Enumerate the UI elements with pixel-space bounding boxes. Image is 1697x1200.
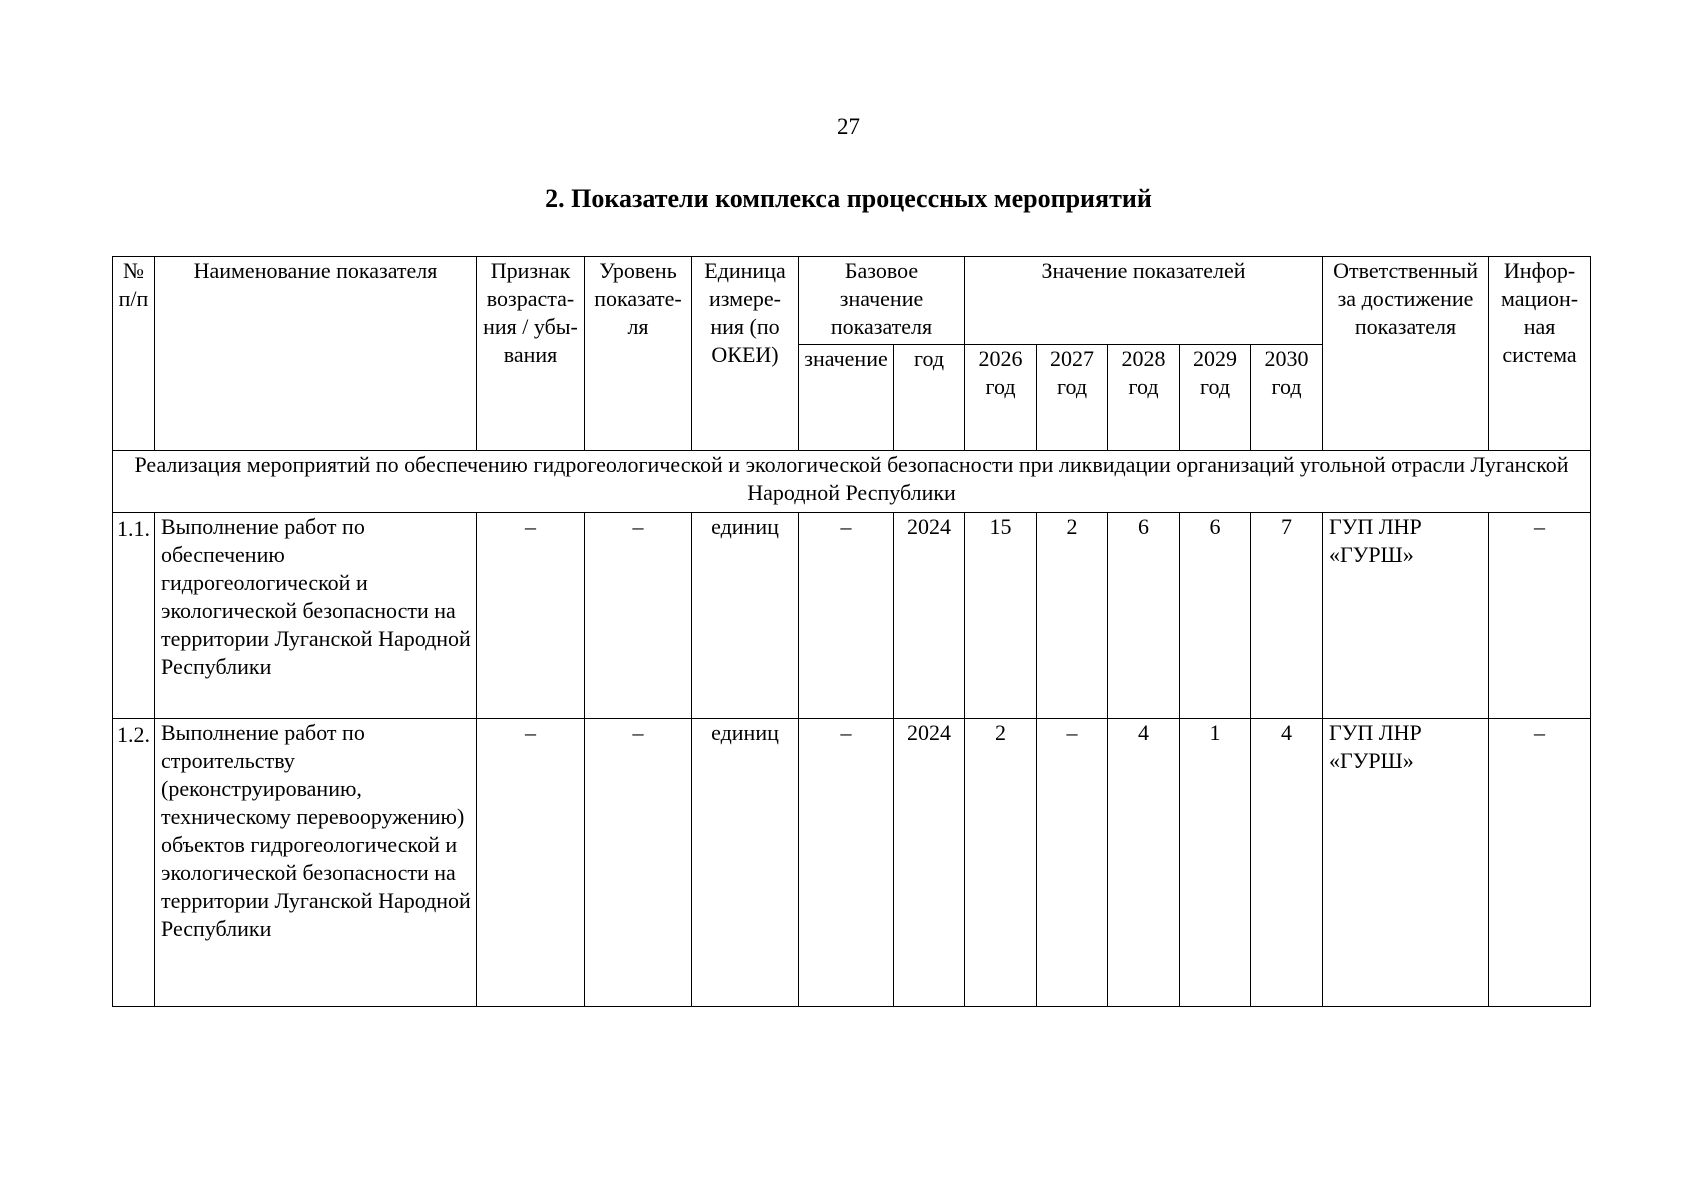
header-row-1 [113, 257, 1591, 345]
header-unit: Единица измере-ния (по ОКЕИ) [692, 257, 799, 451]
header-responsible: Ответственный за достижение показателя [1323, 257, 1489, 451]
row-base-value: – [799, 513, 894, 719]
group-title: Реализация мероприятий по обеспечению гидрогеологической и экологической безопасности при ликвидации организаций угольной отрасли Луганской Народной Республики [113, 451, 1591, 513]
header-base: Базовое значение показателя [799, 257, 965, 345]
row-num: 1.1. [113, 513, 155, 719]
row-trend: – [477, 719, 585, 1007]
row-unit: единиц [692, 513, 799, 719]
row-value-2026: 15 [965, 513, 1037, 719]
header-num: № п/п [113, 257, 155, 451]
row-trend: – [477, 513, 585, 719]
group-row [113, 451, 1591, 513]
header-base-value: значение [799, 345, 894, 451]
row-responsible: ГУП ЛНР «ГУРШ» [1323, 719, 1489, 1007]
row-name: Выполнение работ по строительству (реконструированию, техническому перевооружению) объектов гидрогеологической и экологической безопасности на территории Луганской Народной Республики [155, 719, 477, 1007]
row-base-year: 2024 [894, 719, 965, 1007]
header-info-system: Инфор-мацион-ная система [1489, 257, 1591, 451]
header-year-2028: 2028 год [1108, 345, 1180, 451]
header-name: Наименование показателя [155, 257, 477, 451]
row-value-2029: 6 [1180, 513, 1251, 719]
row-info-system: – [1489, 513, 1591, 719]
header-trend: Признак возраста-ния / убы-вания [477, 257, 585, 451]
row-value-2027: – [1037, 719, 1108, 1007]
page-number: 27 [837, 114, 860, 139]
table-row [113, 719, 1591, 1007]
row-value-2027: 2 [1037, 513, 1108, 719]
header-year-2030: 2030 год [1251, 345, 1323, 451]
row-value-2028: 4 [1108, 719, 1180, 1007]
row-level: – [585, 719, 692, 1007]
table-row [113, 513, 1591, 719]
header-year-2026: 2026 год [965, 345, 1037, 451]
row-responsible: ГУП ЛНР «ГУРШ» [1323, 513, 1489, 719]
row-unit: единиц [692, 719, 799, 1007]
row-name: Выполнение работ по обеспечению гидрогеологической и экологической безопасности на территории Луганской Народной Республики [155, 513, 477, 719]
header-values: Значение показателей [965, 257, 1323, 345]
header-year-2029: 2029 год [1180, 345, 1251, 451]
header-year-2027: 2027 год [1037, 345, 1108, 451]
section-title: 2. Показатели комплекса процессных мероприятий [545, 184, 1152, 213]
row-value-2028: 6 [1108, 513, 1180, 719]
header-base-year: год [894, 345, 965, 451]
row-value-2029: 1 [1180, 719, 1251, 1007]
row-value-2030: 7 [1251, 513, 1323, 719]
row-value-2030: 4 [1251, 719, 1323, 1007]
row-base-value: – [799, 719, 894, 1007]
row-level: – [585, 513, 692, 719]
row-base-year: 2024 [894, 513, 965, 719]
row-value-2026: 2 [965, 719, 1037, 1007]
header-level: Уровень показате-ля [585, 257, 692, 451]
indicators-table [112, 256, 1591, 1007]
row-num: 1.2. [113, 719, 155, 1007]
row-info-system: – [1489, 719, 1591, 1007]
